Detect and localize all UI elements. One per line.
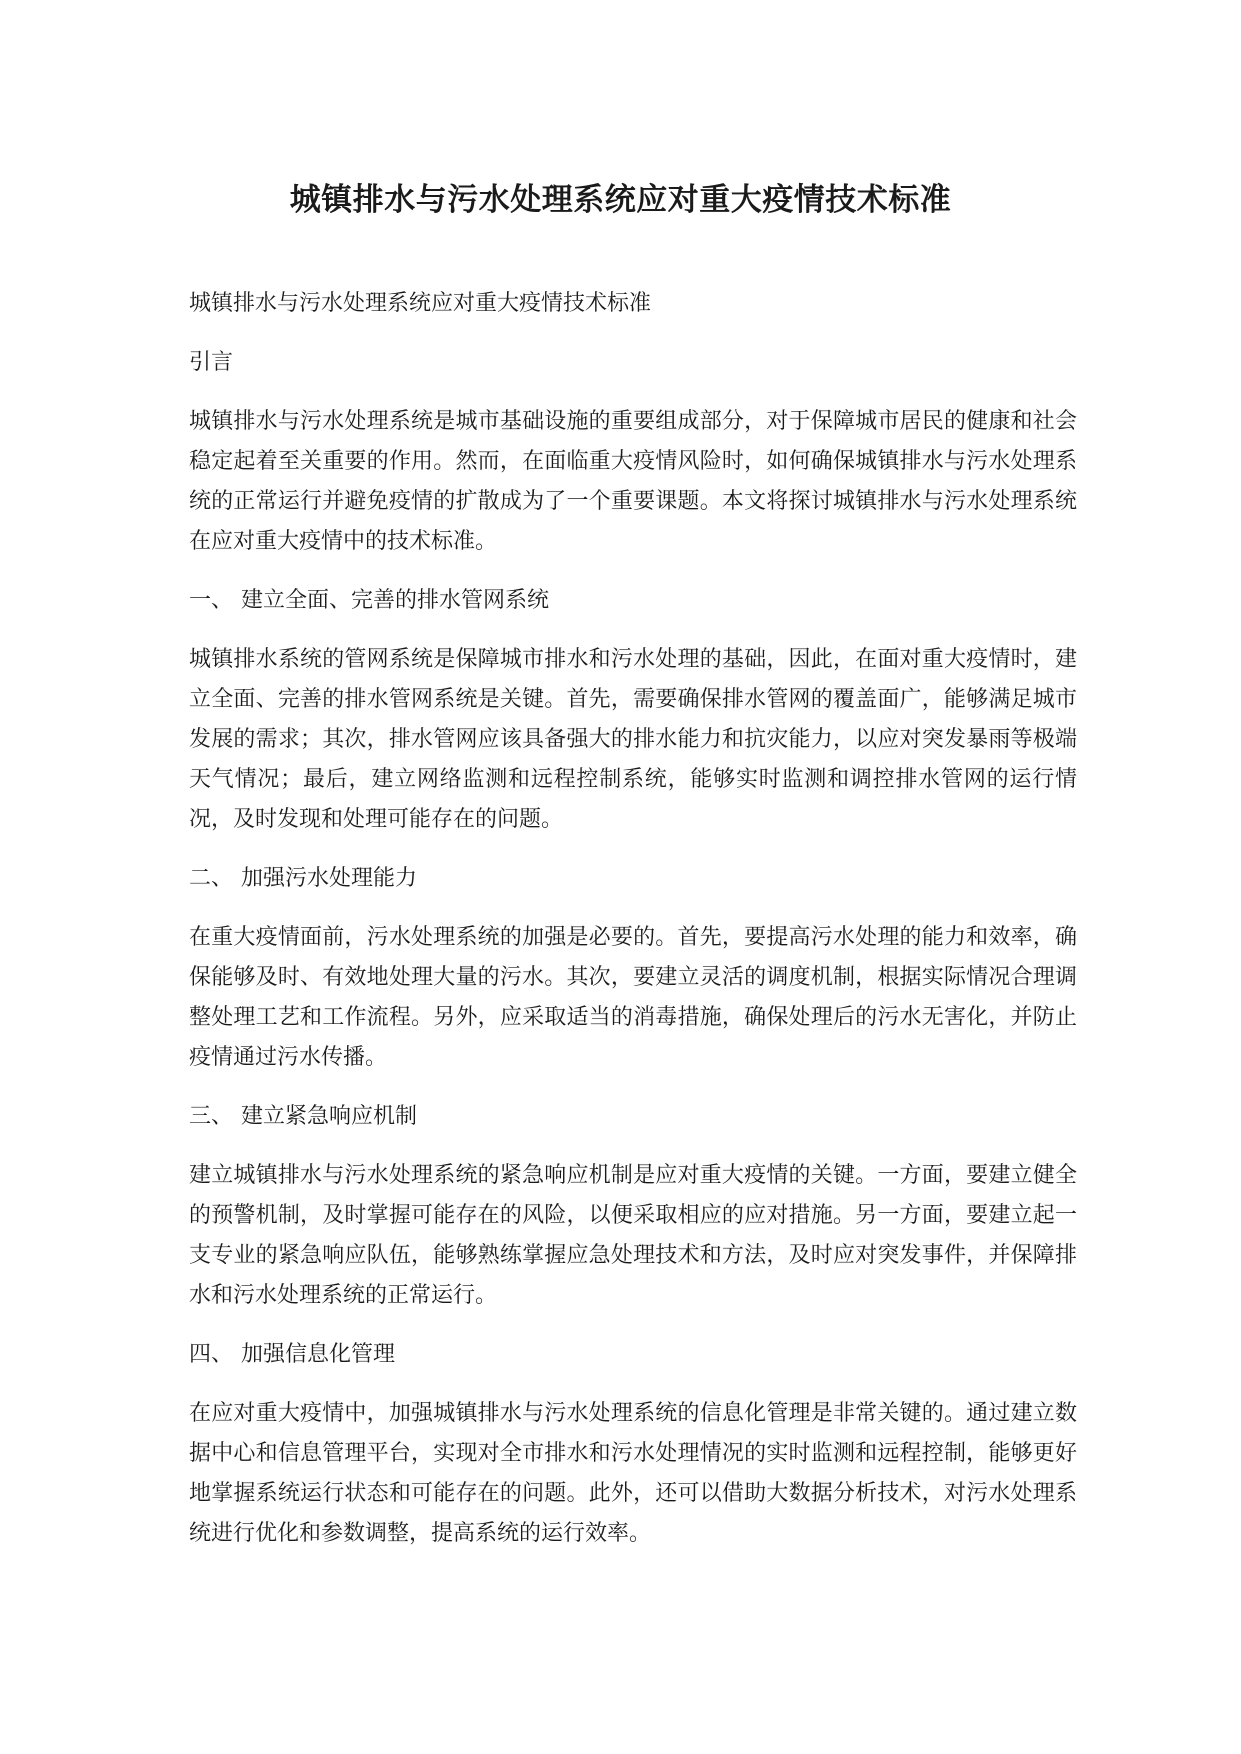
section-title-1: 建立全面、完善的排水管网系统 xyxy=(241,588,550,613)
section-heading-2 xyxy=(189,859,1077,899)
section-heading-1 xyxy=(189,581,1077,621)
section-number-3: 三、 xyxy=(189,1104,234,1129)
section-title-4: 加强信息化管理 xyxy=(241,1342,396,1367)
document-title: 城镇排水与污水处理系统应对重大疫情技术标准 xyxy=(289,182,952,218)
section-title-2: 加强污水处理能力 xyxy=(241,866,418,891)
intro-paragraph: 城镇排水与污水处理系统是城市基础设施的重要组成部分，对于保障城市居民的健康和社会稳定起着至关重要的作用。然而，在面临重大疫情风险时，如何确保城镇排水与污水处理系统的正常运行并避免疫情的扩散成为了一个重要课题。本文将探讨城镇排水与污水处理系统在应对重大疫情中的技术标准。 xyxy=(189,409,1077,554)
section-paragraph-3: 建立城镇排水与污水处理系统的紧急响应机制是应对重大疫情的关键。一方面，要建立健全的预警机制，及时掌握可能存在的风险，以便采取相应的应对措施。另一方面，要建立起一支专业的紧急响应队伍，能够熟练掌握应急处理技术和方法，及时应对突发事件，并保障排水和污水处理系统的正常运行。 xyxy=(189,1163,1077,1308)
document-subtitle: 城镇排水与污水处理系统应对重大疫情技术标准 xyxy=(189,291,652,316)
section-heading-4 xyxy=(189,1335,1077,1375)
section-paragraph-4: 在应对重大疫情中，加强城镇排水与污水处理系统的信息化管理是非常关键的。通过建立数据中心和信息管理平台，实现对全市排水和污水处理情况的实时监测和远程控制，能够更好地掌握系统运行状态和可能存在的问题。此外，还可以借助大数据分析技术，对污水处理系统进行优化和参数调整，提高系统的运行效率。 xyxy=(189,1401,1077,1546)
document-body xyxy=(189,284,1077,1573)
section-number-2: 二、 xyxy=(189,866,234,891)
section-number-4: 四、 xyxy=(189,1342,234,1367)
intro-heading: 引言 xyxy=(189,350,234,375)
section-paragraph-2: 在重大疫情面前，污水处理系统的加强是必要的。首先，要提高污水处理的能力和效率，确保能够及时、有效地处理大量的污水。其次，要建立灵活的调度机制，根据实际情况合理调整处理工艺和工作流程。另外，应采取适当的消毒措施，确保处理后的污水无害化，并防止疫情通过污水传播。 xyxy=(189,925,1077,1070)
section-number-1: 一、 xyxy=(189,588,234,613)
section-heading-3 xyxy=(189,1097,1077,1137)
section-title-3: 建立紧急响应机制 xyxy=(241,1104,418,1129)
section-paragraph-1: 城镇排水系统的管网系统是保障城市排水和污水处理的基础，因此，在面对重大疫情时，建立全面、完善的排水管网系统是关键。首先，需要确保排水管网的覆盖面广，能够满足城市发展的需求；其次，排水管网应该具备强大的排水能力和抗灾能力，以应对突发暴雨等极端天气情况；最后，建立网络监测和远程控制系统，能够实时监测和调控排水管网的运行情况，及时发现和处理可能存在的问题。 xyxy=(189,647,1077,832)
